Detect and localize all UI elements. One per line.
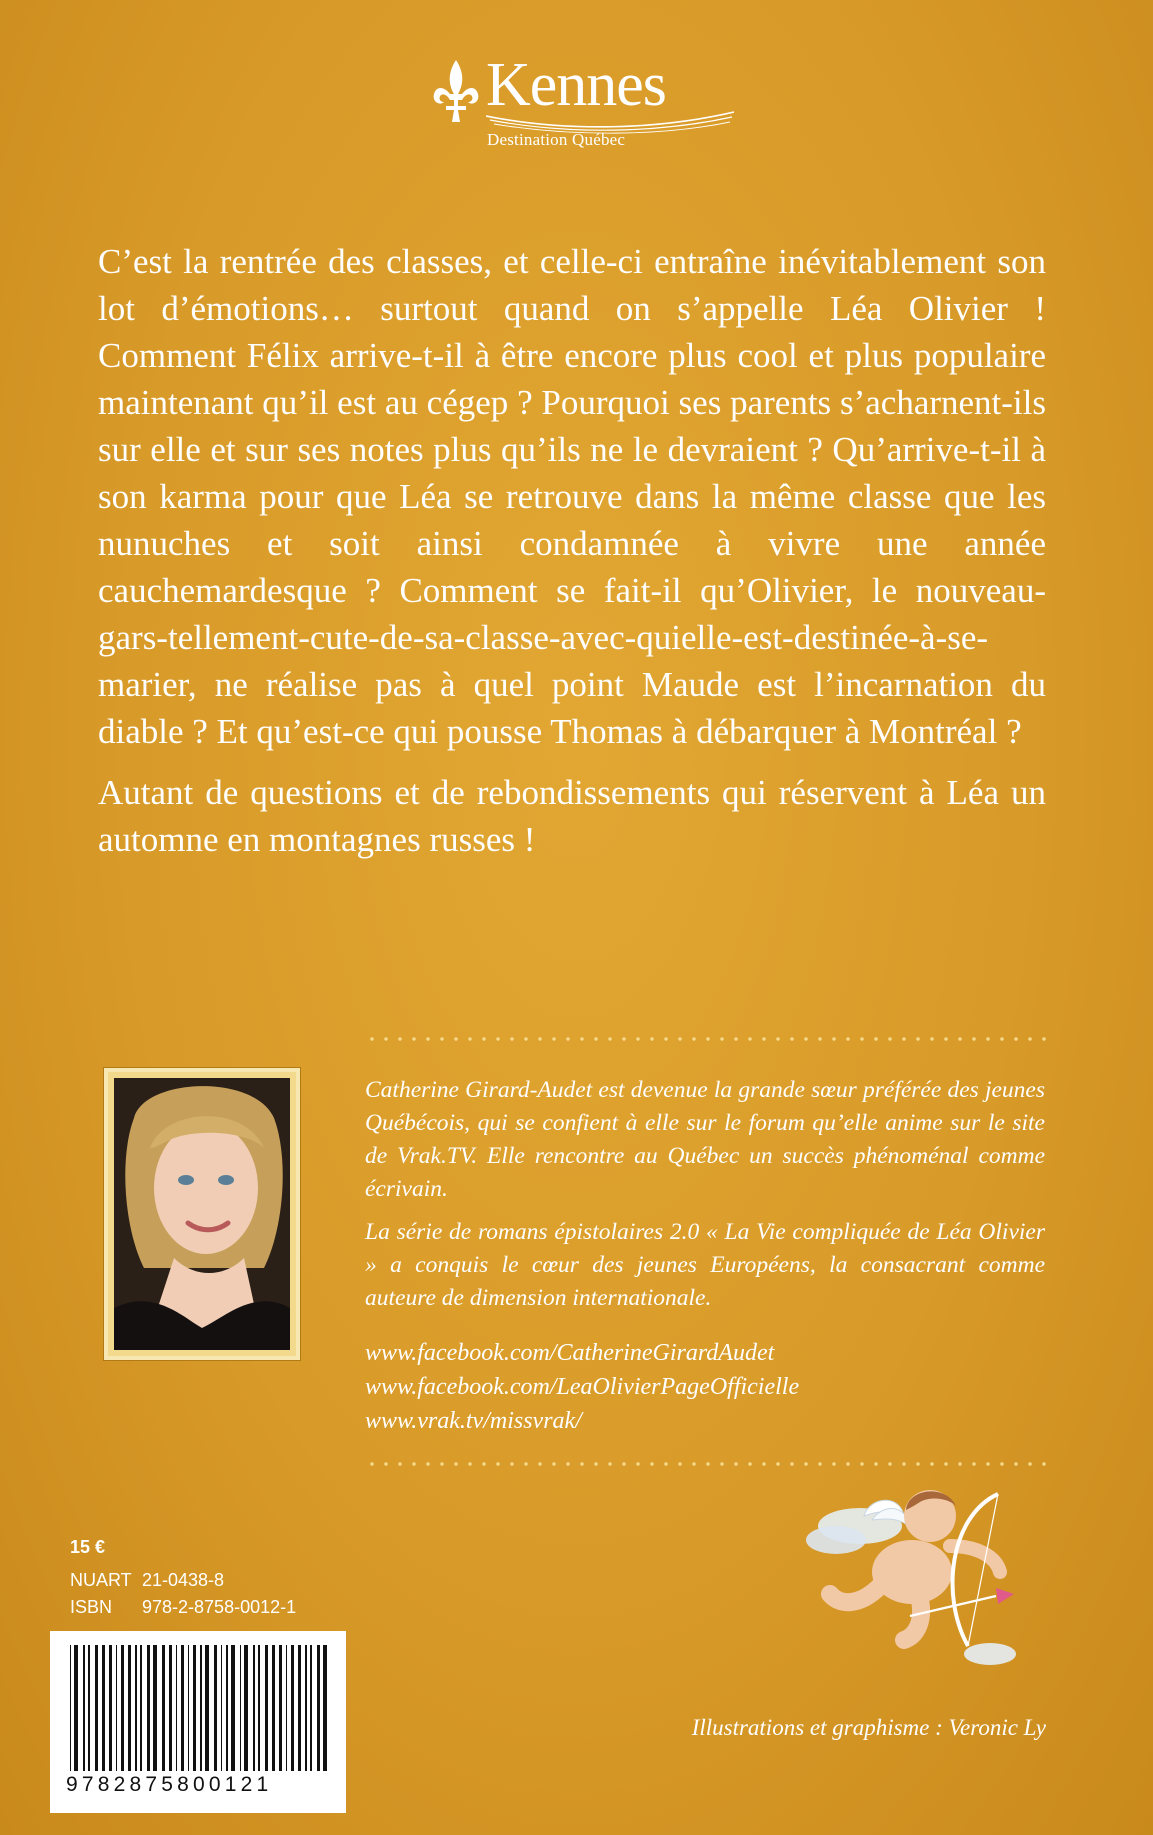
barcode-bar [193,1645,196,1771]
dotted-divider [365,1462,1047,1466]
author-photo [104,1068,300,1360]
barcode-bar [181,1645,184,1771]
barcode-bar [74,1645,78,1771]
barcode-bar [231,1645,235,1771]
publisher-logo [430,52,730,152]
synopsis-paragraph: Autant de questions et de rebondissements qui réservent à Léa un automne en montagnes russes ! [98,773,1046,859]
barcode-bar [317,1645,320,1771]
barcode-bar [102,1645,105,1771]
barcode-bar [128,1645,131,1771]
barcode [50,1631,346,1813]
barcode-bar [109,1645,112,1771]
barcode-bar [253,1645,255,1771]
barcode-bar [279,1645,282,1771]
barcode-digits: 9782875800121 [66,1773,273,1796]
isbn-row [70,1594,296,1621]
barcode-bar [286,1645,287,1771]
barcode-bar [70,1645,71,1771]
barcode-bar [140,1645,142,1771]
barcode-bar [258,1645,260,1771]
fleur-de-lis-icon [430,58,482,124]
price-and-codes [70,1534,296,1621]
author-links [365,1336,1045,1438]
synopsis [98,238,1046,877]
author-bio-paragraph: La série de romans épistolaires 2.0 « La Vie compliquée de Léa Olivier » a conquis le cœur des jeunes Européens, la consacrant comme auteure de dimension internationale. [365,1219,1045,1311]
barcode-bar [116,1645,117,1771]
barcode-bar [176,1645,177,1771]
barcode-bar [147,1645,150,1771]
barcode-bar [244,1645,248,1771]
barcode-bar [200,1645,202,1771]
barcode-bar [310,1645,312,1771]
barcode-bar [162,1645,165,1771]
publisher-tagline: Destination Québec [487,130,626,149]
nuart-row [70,1567,296,1594]
author-link[interactable]: www.facebook.com/CatherineGirardAudet [365,1340,775,1366]
barcode-bar [221,1645,222,1771]
author-link[interactable]: www.facebook.com/LeaOlivierPageOfficielle [365,1374,800,1400]
barcode-bar [265,1645,268,1771]
nuart-value: 21-0438-8 [142,1570,225,1590]
isbn-value: 978-2-8758-0012-1 [142,1597,297,1617]
barcode-bars [66,1645,330,1771]
barcode-bar [188,1645,189,1771]
barcode-bar [135,1645,137,1771]
synopsis-paragraph: C’est la rentrée des classes, et celle-ci entraîne inévitablement son lot d’émotions… surtout quand on s’appelle Léa Olivier ! Comment Félix arrive-t-il à être encore plus cool et plus populaire maintenant qu’il est au cégep ? Pourquoi ses parents s’acharnent-ils sur elle et sur ses notes plus qu’ils ne le devraient ? Qu’arrive-t-il à son karma pour que Léa se retrouve dans la même classe que les nunuches et soit ainsi condamnée à vivre une année cauchemardesque ? Comment se fait-il qu’Olivier, le nouveau-gars-tellement-cute-de-sa-classe-avec-quielle-est-destinée-à-se-marier, ne réalise pas à quel point Maude est l’incarnation du diable ? Et qu’est-ce qui pousse Thomas à débarquer à Montréal ? [98,242,1046,751]
barcode-bar [323,1645,327,1771]
barcode-bar [305,1645,307,1771]
illustration-credit: Illustrations et graphisme : Veronic Ly [691,1715,1046,1740]
dotted-divider [365,1037,1047,1041]
barcode-bar [169,1645,172,1771]
barcode-bar [83,1645,85,1771]
price: 15 € [70,1537,106,1557]
author-bio-paragraph: Catherine Girard-Audet est devenue la grande sœur préférée des jeunes Québécois, qui se confient à elle sur le forum qu’elle anime sur le site de Vrak.TV. Elle rencontre au Québec un succès phénoménal comme écrivain. [365,1077,1045,1202]
barcode-bar [205,1645,209,1771]
isbn-label: ISBN [70,1597,113,1617]
barcode-bar [88,1645,90,1771]
cupid-illustration [800,1476,1020,1676]
barcode-bar [226,1645,228,1771]
barcode-bar [121,1645,124,1771]
barcode-bar [153,1645,157,1771]
barcode-bar [214,1645,217,1771]
barcode-bar [291,1645,294,1771]
author-bio [365,1074,1045,1325]
barcode-bar [298,1645,301,1771]
barcode-bar [95,1645,98,1771]
publisher-name: Kennes [486,51,666,119]
nuart-label: NUART [70,1570,132,1590]
author-link[interactable]: www.vrak.tv/missvrak/ [365,1408,582,1434]
barcode-bar [272,1645,275,1771]
barcode-bar [240,1645,241,1771]
